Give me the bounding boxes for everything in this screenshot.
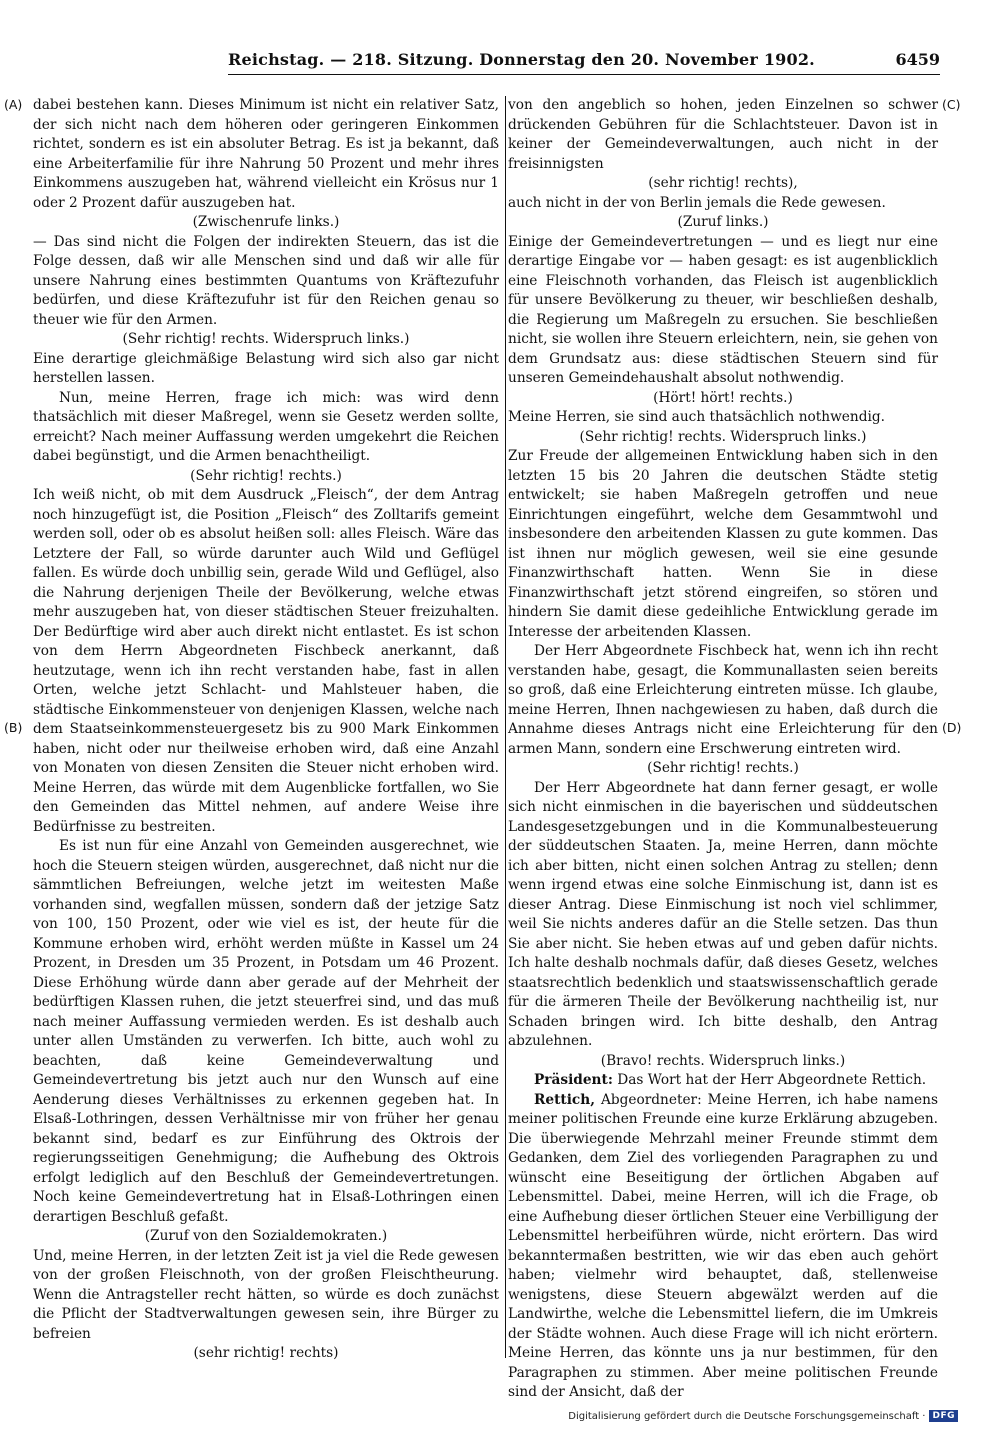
paragraph-text: dabei bestehen kann. Dieses Minimum ist nicht ein relativer Satz, der sich nicht nach dem höheren oder geringeren Einkommen richtet, sondern es ist ein absoluter Betrag. Es ist ja bekannt, daß eine Arbeiterfamilie für ihre Nahrung 50 Prozent und mehr ihres Einkommens auszugeben hat, während vielleicht ein Krösus nur 1 oder 2 Prozent dafür auszugeben hat. <box>33 97 499 211</box>
paragraph-text: Nun, meine Herren, frage ich mich: was wird denn thatsächlich mit dieser Maßregel, wenn sie Gesetz werden sollte, erreicht? Nach meiner Auffassung werden umgekehrt die Reichen dabei begünstigt, und die Armen benachtheiligt. <box>33 389 499 464</box>
paragraph <box>508 96 938 174</box>
page-number: 6459 <box>895 50 940 69</box>
speaker-paragraph <box>508 1071 938 1091</box>
speaker-paragraph <box>508 1091 938 1403</box>
paragraph-text: Ich weiß nicht, ob mit dem Ausdruck „Fleisch“, der dem Antrag noch hinzugefügt ist, die Position „Fleisch“ des Zolltarifs gemeint werden soll, oder ob es absolut heißen soll: alles Fleisch. Wäre das Letztere der Fall, so würde darunter auch Wild und Geflügel fallen. Es würde doch unbillig sein, gerade Wild und Geflügel, also die Nahrung derjenigen Theile der Bevölkerung, welche etwas mehr auszugeben hat, von dieser städtischen Steuer freizuhalten. Der Bedürftige wird aber auch direkt nicht entlastet. Es ist schon von dem Herrn Abgeordneten Fischbeck anerkannt, daß heutzutage, wenn ich ihn recht verstanden habe, fast in allen Orten, welche jetzt Schlacht- und Mahlsteuer haben, die städtische Einkommensteuer von denjenigen Klassen, welche nach dem Staatseinkommensteuergesetz bis zu 900 Mark Einkommen haben, nicht oder nur theilweise erhoben wird, daß eine Anzahl von Monaten von diesen Zensiten die Steuer nicht erhoben wird. Meine Herren, das würde mit dem Augenblicke fortfallen, wo Sie den Gemeinden das Mittel nehmen, auf andere Weise ihre Bedürfnisse zu bestreiten. <box>33 487 499 835</box>
interjection <box>508 213 938 233</box>
paragraph <box>33 233 499 331</box>
interjection <box>508 428 938 448</box>
paragraph-text: (Zuruf links.) <box>677 214 769 230</box>
paragraph-text: (Hört! hört! rechts.) <box>653 389 793 406</box>
left-text-column <box>33 96 506 1361</box>
paragraph-text: Es ist nun für eine Anzahl von Gemeinden ausgerechnet, wie hoch die Steuern steigen würden, ausgerechnet, daß nicht nur die sämmtlichen Befreiungen, welche jetzt im weitesten Maße vorhanden sind, wegfallen müssen, sondern daß der jetzige Satz von 100, 150 Prozent, oder wie viel es ist, der heute für die Kommune erhoben wird, erhöht werden müßte in Kassel um 24 Prozent, in Dresden um 35 Prozent, in Potsdam um 46 Prozent. Diese Erhöhung würde dann aber gerade auf der Mehrheit der bedürftigen Klassen ruhen, die jetzt steuerfrei sind, und das muß nach meiner Auffassung vermieden werden. Es ist deshalb auch unter allen Umständen zu verwerfen. Ich bitte, auch wohl zu beachten, daß keine Gemeindeverwaltung und Gemeindevertretung bis jetzt auch nur den Wunsch auf eine Aenderung dieses Verhältnisses zu erkennen gegeben hat. In Elsaß-Lothringen, dessen Verhältnisse mir von früher her genau bekannt sind, bedarf es zur Einführung des Oktrois der regierungsseitigen Genehmigung; die Aufhebung des Oktrois erfolgt lediglich auf den Beschluß der Gemeindevertretungen. Noch keine Gemeindevertretung hat in Elsaß-Lothringen einen derartigen Beschluß gefaßt. <box>33 838 499 1225</box>
interjection <box>33 1344 499 1364</box>
paragraph-text: auch nicht in der von Berlin jemals die Rede gewesen. <box>508 194 886 211</box>
paragraph <box>33 837 499 1227</box>
interjection <box>508 759 938 779</box>
interjection <box>508 1052 938 1072</box>
paragraph-text: (Zuruf von den Sozialdemokraten.) <box>144 1228 388 1244</box>
paragraph <box>508 233 938 389</box>
running-header <box>228 48 940 75</box>
paragraph-text: (sehr richtig! rechts), <box>648 175 798 191</box>
paragraph <box>508 408 938 428</box>
paragraph-text: (Bravo! rechts. Widerspruch links.) <box>600 1052 846 1069</box>
speaker-name: Präsident: <box>534 1072 613 1088</box>
paragraph <box>508 642 938 759</box>
interjection <box>508 174 938 194</box>
header-title: Reichstag. — 218. Sitzung. Donnerstag den 20. November 1902. <box>228 50 815 69</box>
paragraph-text: Eine derartige gleichmäßige Belastung wird sich also gar nicht herstellen lassen. <box>33 350 499 386</box>
paragraph-text: (Sehr richtig! rechts.) <box>190 467 342 484</box>
paragraph <box>33 96 499 213</box>
margin-marker-a: (A) <box>4 97 23 112</box>
interjection <box>33 330 499 350</box>
paragraph <box>508 447 938 642</box>
paragraph <box>33 486 499 837</box>
paragraph-text: Und, meine Herren, in der letzten Zeit ist ja viel die Rede gewesen von der großen Fleischnoth, von der großen Fleischtheurung. Wenn die Antragsteller recht hätten, so würde es doch zunächst die Pflicht der Stadtverwaltungen gewesen sein, ihre Bürger zu befreien <box>33 1247 499 1342</box>
paragraph-text: (Sehr richtig! rechts. Widerspruch links.) <box>579 428 867 445</box>
paragraph <box>508 779 938 1052</box>
footer-credit <box>568 1410 958 1422</box>
dfg-logo: DFG <box>929 1410 958 1422</box>
margin-marker-c: (C) <box>942 97 961 112</box>
paragraph-text: (sehr richtig! rechts) <box>193 1345 339 1361</box>
paragraph-text: Das Wort hat der Herr Abgeordnete Rettich. <box>617 1072 927 1088</box>
interjection <box>33 1227 499 1247</box>
interjection <box>33 467 499 487</box>
speaker-name: Rettich, <box>534 1091 595 1108</box>
paragraph-text: (Zwischenrufe links.) <box>192 214 340 230</box>
paragraph-text: (Sehr richtig! rechts.) <box>647 760 799 776</box>
paragraph-text: Der Herr Abgeordnete Fischbeck hat, wenn ich ihn recht verstanden habe, gesagt, die Kommunallasten seien bereits so groß, daß eine Erleichterung eintreten müsse. Ich glaube, meine Herren, Ihnen nachgewiesen zu haben, daß durch die Annahme dieses Antrags nicht eine Erleichterung für den armen Mann, sondern eine Erschwerung eintreten wird. <box>508 643 938 757</box>
paragraph-text: — Das sind nicht die Folgen der indirekten Steuern, das ist die Folge dessen, daß wir alle Menschen sind und daß wir alle für unsere Nahrung eines bestimmten Quantums von Kräftezufuhr bedürfen, und diese Kräftezufuhr ist für den Reichen genau so theuer wie für den Armen. <box>33 233 499 328</box>
paragraph <box>33 350 499 389</box>
interjection <box>508 389 938 409</box>
right-text-column <box>508 96 938 1403</box>
paragraph-text: Der Herr Abgeordnete hat dann ferner gesagt, er wolle sich nicht einmischen in die bayerischen und süddeutschen Landesgesetzgebungen und in die Kommunalbesteuerung der süddeutschen Staaten. Ja, meine Herren, dann möchte ich aber bitten, nicht einen solchen Antrag zu stellen; denn wenn irgend etwas eine solche Einmischung ist, dann ist es dieser Antrag. Diese Einmischung ist noch viel schlimmer, weil Sie nichts anderes dafür an die Stelle setzen. Das thun Sie aber nicht. Sie heben etwas auf und geben dafür nichts. Ich halte deshalb nochmals dafür, daß dieses Gesetz, welches staatsrechtlich bedenklich und staatswissenschaftlich gerade für die ärmeren Theile der Bevölkerung nachtheilig ist, nur Schaden bringen wird. Ich bitte deshalb, den Antrag abzulehnen. <box>508 779 938 1049</box>
paragraph-text: Einige der Gemeindevertretungen — und es liegt nur eine derartige Eingabe vor — haben gesagt: es ist augenblicklich eine Fleischnoth vorhanden, das Fleisch ist augenblicklich für unsere Bevölkerung zu theuer, wir beschließen deshalb, die Regierung um Maßregeln zu ersuchen. Sie beschließen nicht, sie wollen ihre Steuern erleichtern, nein, sie gehen von dem Grundsatz aus: diese städtischen Steuern sind für unseren Gemeindehaushalt absolut nothwendig. <box>508 233 938 386</box>
paragraph-text: von den angeblich so hohen, jeden Einzelnen so schwer drückenden Gebühren für die Schlachtsteuer. Davon ist in keiner der Gemeindeverwaltungen, auch nicht in der freisinnigsten <box>508 97 938 172</box>
paragraph-text: (Sehr richtig! rechts. Widerspruch links.) <box>122 331 410 347</box>
paragraph-text: Zur Freude der allgemeinen Entwicklung haben sich in den letzten 15 bis 20 Jahren die deutschen Städte stetig entwickelt; sie haben Maßregeln getroffen und neue Einrichtungen eingeführt, welche dem Gesammtwohl und insbesondere den arbeitenden Klassen zu gute kommen. Das ist ihnen nur möglich gewesen, weil sie eine gesunde Finanzwirthschaft hatten. Wenn Sie in diese Finanzwirthschaft jetzt störend eingreifen, so stören und hindern Sie damit diese gedeihliche Entwicklung gerade im Interesse der arbeitenden Klassen. <box>508 448 938 640</box>
paragraph-text: Abgeordneter: Meine Herren, ich habe namens meiner politischen Freunde eine kurze Erklärung abzugeben. Die überwiegende Mehrzahl meiner Freunde stimmt dem Gedanken, dem Ziel des vorliegenden Paragraphen zu und wünscht eine Beseitigung der örtlichen Abgaben auf Lebensmittel. Dabei, meine Herren, will ich die Frage, ob eine Aufhebung dieser örtlichen Steuer eine Verbilligung der Lebensmittel herbeiführen würde, nicht erörtern. Das wird bekanntermaßen bestritten, wie wir das eben auch gehört haben; vielmehr wird behauptet, daß, stellenweise wenigstens, diese Steuern abgewälzt werden auf die Landwirthe, welche die Lebensmittel liefern, die im Umkreis der Städte wohnen. Auch diese Frage will ich nicht erörtern. Meine Herren, das könnte uns ja nur bestimmen, für den Paragraphen zu stimmen. Aber meine politischen Freunde sind der Ansicht, daß der <box>508 1091 938 1400</box>
margin-marker-b: (B) <box>4 720 23 735</box>
interjection <box>33 213 499 233</box>
paragraph-text: Meine Herren, sie sind auch thatsächlich nothwendig. <box>508 409 885 425</box>
margin-marker-d: (D) <box>942 720 962 735</box>
paragraph <box>508 194 938 214</box>
paragraph <box>33 389 499 467</box>
footer-text: Digitalisierung gefördert durch die Deutsche Forschungsgemeinschaft · <box>568 1410 926 1422</box>
paragraph <box>33 1247 499 1345</box>
